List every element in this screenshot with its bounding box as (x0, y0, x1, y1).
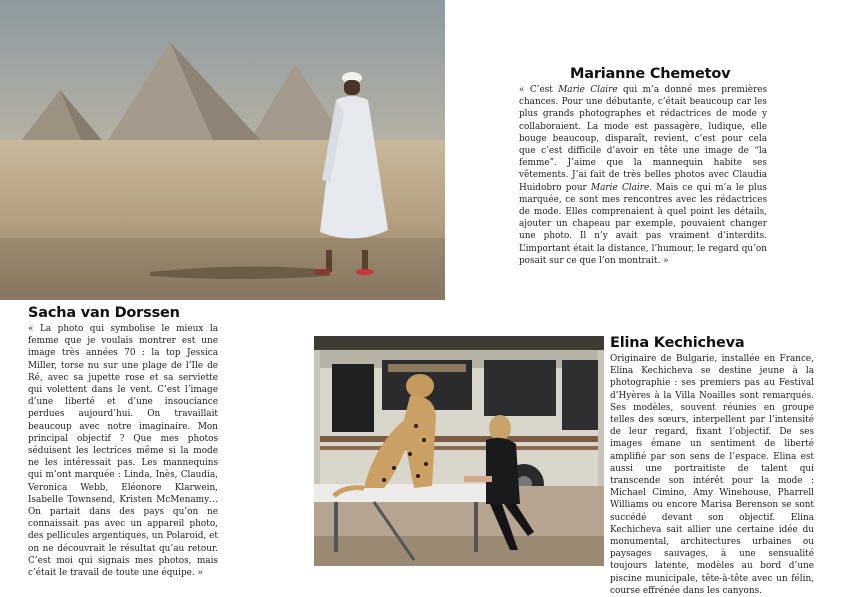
quote-chemetov: « C’est Marie Claire qui m’a donné mes premières chances. Pour une débutante, c’était beaucoup car les plus grands photographes et rédactrices de mode y collaboraient. La mode est passagère, ludique, elle bouge beaucoup, disparaît, revient, c’est pour cela que c’est difficile d’avoir en tête une image de “la femme”. J’aime que la mannequin habite ses vêtements. J’ai fait de très belles photos avec Claudia Huidobro pour Marie Claire. Mais ce qui m’a le plus marquée, ce sont mes rencontres avec les rédactrices de mode. Elles comprenaient à quel point les détails, ajouter un chapeau par exemple, pouvaient changer une photo. Il n’y avait pas vraiment d’interdits. L’important était la distance, l’humour, le regard qu’on posait sur ce que l’on montrait. » (519, 85, 768, 266)
bio-kechicheva: Originaire de Bulgarie, installée en France, Elina Kechicheva se destine jeune à la photographie : ses premiers pas au Festival d’Hyères à la Villa Noailles sont remarqués. Ses modèles, souvent réunies en groupe telles des sœurs, interpellent par l’intensité de leur regard, fixant l’objectif. De ses images émane un sentiment de liberté amplifié par son sens de l’espace. Elina est aussi une portraitiste de talent qui transcende son intérêt pour la mode : Michael Cimino, Amy Winehouse, Pharrell Williams ou encore Marisa Berenson se sont succédé devant son objectif. Elina Kechicheva sait allier une certaine idée du monumental, architectures urbaines ou paysages sauvages, à une sensualité toujours latente, modèles au bord d’une piscine municipale, tête-à-tête avec un félin, course effrénée dans les canyons. (610, 354, 814, 596)
magazine-title: Marie Claire (558, 85, 618, 95)
photographer-name-kechicheva: Elina Kechicheva (610, 335, 745, 351)
pyramids-illustration (0, 0, 445, 300)
photographer-name-dorssen: Sacha van Dorssen (28, 305, 180, 321)
photographer-name-chemetov: Marianne Chemetov (570, 66, 731, 82)
photo-pyramids-desert (0, 0, 445, 300)
photo-cheetah-camper (314, 336, 604, 566)
quote-dorssen: « La photo qui symbolise le mieux la femme que je voulais montrer est une image très années 70 : la top Jessica Miller, torse nu sur une plage de l’Ile de Ré, avec sa jupette rose et sa serviette qui volettent dans le vent. C’est l’image d’une liberté et d’une insouciance perdues aujourd’hui. On travaillait beaucoup avec notre imaginaire. Mon principal objectif ? Que mes photos séduisent les lectrices même si la mode ne les intéressait pas. Les mannequins qui m’ont marquée : Linda, Inès, Claudia, Veronica Webb, Eléonore Klarwein, Isabelle Townsend, Kristen McMenamy… On partait dans des pays qu’on ne connaissait pas avec un appareil photo, des pellicules argentiques, un Polaroid, et on ne découvrait le résultat qu’au retour. C’est moi qui signais mes photos, mais c’était le travail de toute une équipe. » (28, 324, 218, 579)
cheetah-illustration (314, 336, 604, 566)
magazine-title: Marie Claire (591, 182, 650, 193)
